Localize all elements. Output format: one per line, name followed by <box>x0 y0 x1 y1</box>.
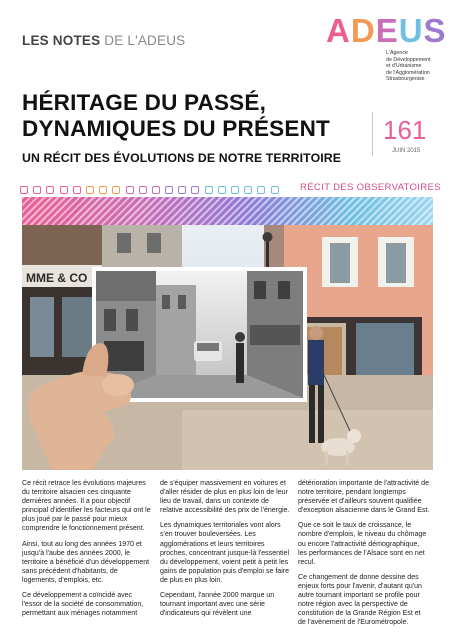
section-label: RÉCIT DES OBSERVATOIRES <box>300 182 441 193</box>
theme-icon <box>73 186 81 194</box>
theme-icon <box>257 186 265 194</box>
paragraph: Que ce soit le taux de croissance, le nombre d'emplois, le niveau du chômage ou encore l'attractivité démographique, les performances de l'Alsace sont en net recul. <box>298 522 427 566</box>
series-title-bold: LES NOTES <box>22 33 101 48</box>
logo-letter: A <box>326 12 351 49</box>
logo-sub-line: Strasbourgeoise <box>386 76 425 83</box>
theme-icon <box>126 186 134 194</box>
theme-icon-row <box>20 181 285 193</box>
paragraph: Ainsi, tout au long des années 1970 et jusqu'à l'aube des années 2000, le territoire a bénéficié d'un développement sans précédent d'habitants, de logements, d'emplois, etc. <box>22 540 150 584</box>
paragraph: Ce récit retrace les évolutions majeures du territoire alsacien ces cinquante dernières années. Il a pour objectif principal d'identifier les facteurs qui ont le plus joué par le passé pour mieux comprendre le fonctionnement présent. <box>22 480 151 533</box>
theme-icon <box>178 186 186 194</box>
logo-letter: U <box>398 12 424 49</box>
theme-icon <box>205 186 213 194</box>
theme-icon <box>20 186 28 194</box>
logo-sub-line: et d'Urbanisme <box>386 63 422 70</box>
logo-sub-line: de Développement <box>386 56 431 63</box>
theme-icon <box>86 186 94 194</box>
paragraph: Les dynamiques territoriales vont alors s'en trouver bouleversées. Les agglomérations et leurs territoires proches, concentrant jusque-là l'essentiel du développement, voient petit à petit les gains de population puis d'emploi se faire de plus en plus loin. <box>160 522 290 584</box>
page-title <box>22 90 367 142</box>
logo-letter: D <box>350 12 376 49</box>
theme-icon <box>99 186 107 194</box>
title-divider <box>372 112 373 156</box>
logo-letter: S <box>423 12 447 49</box>
logo-sub-line: L'Agence <box>386 50 408 56</box>
theme-icon <box>112 186 120 194</box>
adeus-logo <box>326 14 447 47</box>
cover-photo <box>22 225 433 470</box>
issue-date: JUIN 2015 <box>392 148 421 154</box>
theme-icon <box>46 186 54 194</box>
series-title-light: DE L'ADEUS <box>104 33 186 48</box>
shop-sign: MME & CO <box>26 271 88 285</box>
gradient-stripe-band <box>22 197 433 225</box>
body-column-3 <box>298 479 430 633</box>
page-subtitle: UN RÉCIT DES ÉVOLUTIONS DE NOTRE TERRITOIRE <box>22 151 342 165</box>
street-photo-illustration <box>22 225 433 470</box>
logo-letter: E <box>375 12 399 49</box>
paragraph: Ce changement de donne dessine des enjeux forts pour l'avenir, d'autant qu'un autre tournant important se profile pour notre région avec la perspective de constitution de la Grande Région Est et de l'avènement de l'Eurométropole. <box>298 573 422 627</box>
body-column-2 <box>160 479 292 624</box>
paragraph: Ce développement a coïncidé avec l'essor de la société de consommation, permettant aux ménages notamment <box>22 592 144 618</box>
paragraph: détérioration importante de l'attractivité de notre territoire, pendant longtemps préservée et d'ailleurs souvent qualifiée d'exception alsacienne dans le Grand Est. <box>298 480 430 515</box>
theme-icon <box>231 186 239 194</box>
series-title <box>22 33 185 48</box>
theme-icon <box>191 186 199 194</box>
theme-icon <box>60 186 68 194</box>
title-line: HÉRITAGE DU PASSÉ, <box>22 90 267 115</box>
theme-icon <box>152 186 160 194</box>
title-line: DYNAMIQUES DU PRÉSENT <box>22 116 330 141</box>
theme-icon <box>139 186 147 194</box>
theme-icon <box>165 186 173 194</box>
theme-icon <box>244 186 252 194</box>
issue-number: 161 <box>383 115 427 145</box>
theme-icon <box>33 186 41 194</box>
paragraph: de s'équiper massivement en voitures et d'aller résider de plus en plus loin de leur lieu de travail, dans un contexte de relative accessibilité des prix de l'énergie. <box>160 480 290 515</box>
logo-subtitle <box>386 50 450 83</box>
paragraph: Cependant, l'année 2000 marque un tournant important avec une série d'indicateurs qui révèlent une <box>160 592 275 618</box>
body-column-1 <box>22 479 154 624</box>
logo-sub-line: de l'Agglomération <box>386 69 430 76</box>
theme-icon <box>271 186 279 194</box>
theme-icon <box>218 186 226 194</box>
